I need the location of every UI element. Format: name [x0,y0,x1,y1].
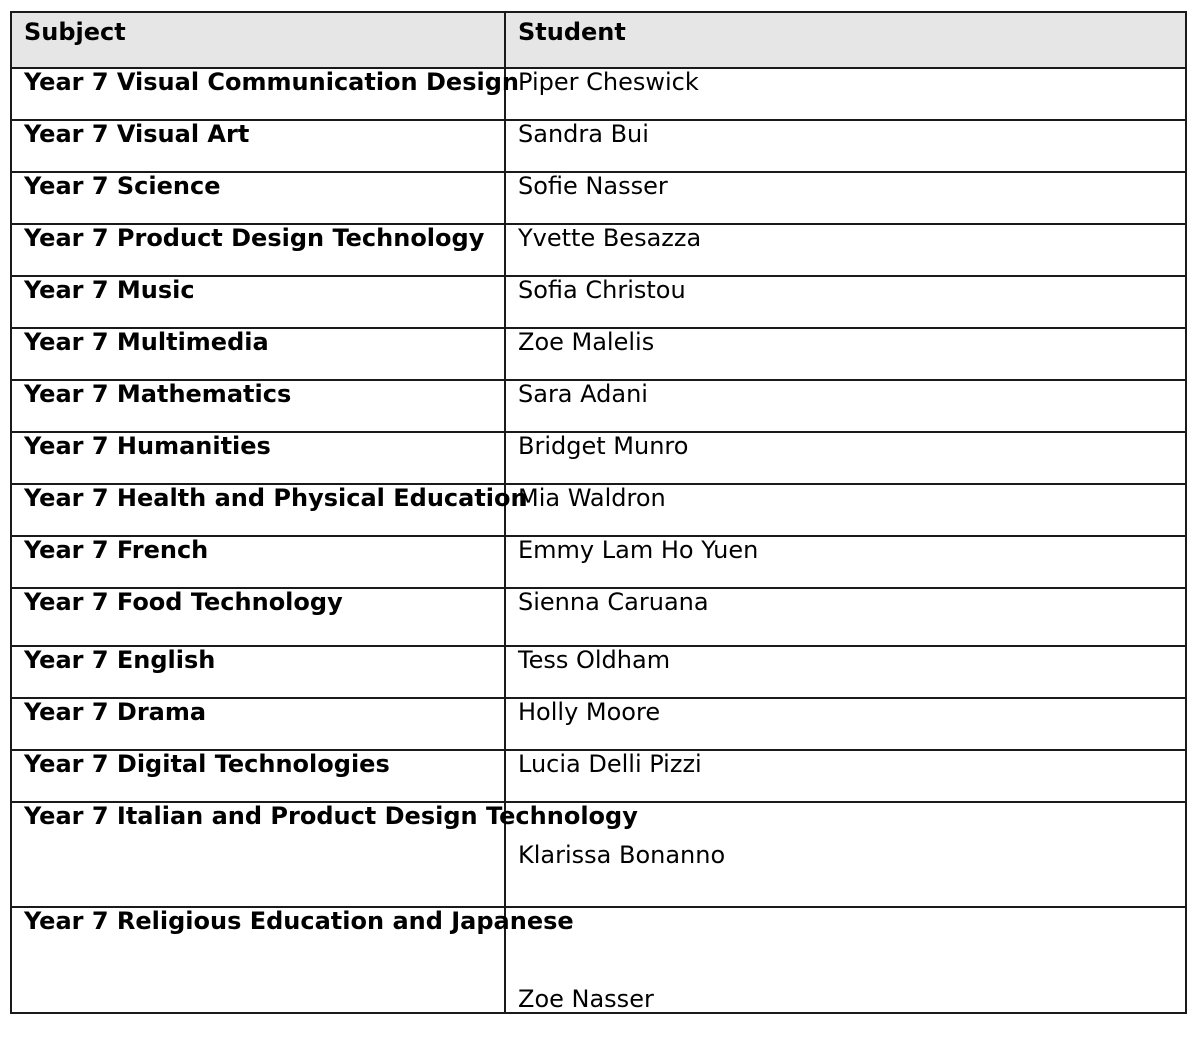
subject-cell: Year 7 Visual Communication Design [11,68,505,120]
table-row [11,588,1186,646]
column-header-subject: Subject [11,12,505,68]
column-header-student: Student [505,12,1186,68]
student-cell: Zoe Malelis [505,328,1186,380]
student-cell: Yvette Besazza [505,224,1186,276]
table-row [11,646,1186,698]
table-row [11,698,1186,750]
subject-cell: Year 7 Visual Art [11,120,505,172]
student-cell: Piper Cheswick [505,68,1186,120]
subject-cell: Year 7 French [11,536,505,588]
table-row [11,328,1186,380]
student-cell: Zoe Nasser [505,907,1186,1013]
table-row [11,380,1186,432]
table-row [11,536,1186,588]
table-row [11,750,1186,802]
table-row [11,432,1186,484]
table-row [11,172,1186,224]
student-cell: Sandra Bui [505,120,1186,172]
subject-cell: Year 7 Music [11,276,505,328]
student-cell: Emmy Lam Ho Yuen [505,536,1186,588]
table-header-row [11,12,1186,68]
subject-student-table [10,11,1187,1014]
subject-cell: Year 7 English [11,646,505,698]
subject-cell: Year 7 Religious Education and Japanese [11,907,505,1013]
table-row [11,907,1186,1013]
student-cell: Sienna Caruana [505,588,1186,646]
student-cell: Sara Adani [505,380,1186,432]
subject-cell: Year 7 Italian and Product Design Technology [11,802,505,907]
student-cell: Mia Waldron [505,484,1186,536]
student-cell: Sofie Nasser [505,172,1186,224]
subject-cell: Year 7 Digital Technologies [11,750,505,802]
subject-cell: Year 7 Drama [11,698,505,750]
subject-cell: Year 7 Science [11,172,505,224]
subject-cell: Year 7 Multimedia [11,328,505,380]
student-cell: Holly Moore [505,698,1186,750]
table-row [11,120,1186,172]
student-cell: Sofia Christou [505,276,1186,328]
student-cell: Lucia Delli Pizzi [505,750,1186,802]
table-row [11,224,1186,276]
subject-cell: Year 7 Mathematics [11,380,505,432]
student-cell: Klarissa Bonanno [505,802,1186,907]
table-row [11,276,1186,328]
subject-cell: Year 7 Humanities [11,432,505,484]
student-cell: Tess Oldham [505,646,1186,698]
subject-cell: Year 7 Food Technology [11,588,505,646]
student-cell: Bridget Munro [505,432,1186,484]
subject-cell: Year 7 Health and Physical Education [11,484,505,536]
table-row [11,484,1186,536]
subject-cell: Year 7 Product Design Technology [11,224,505,276]
table-row [11,68,1186,120]
table-row [11,802,1186,907]
